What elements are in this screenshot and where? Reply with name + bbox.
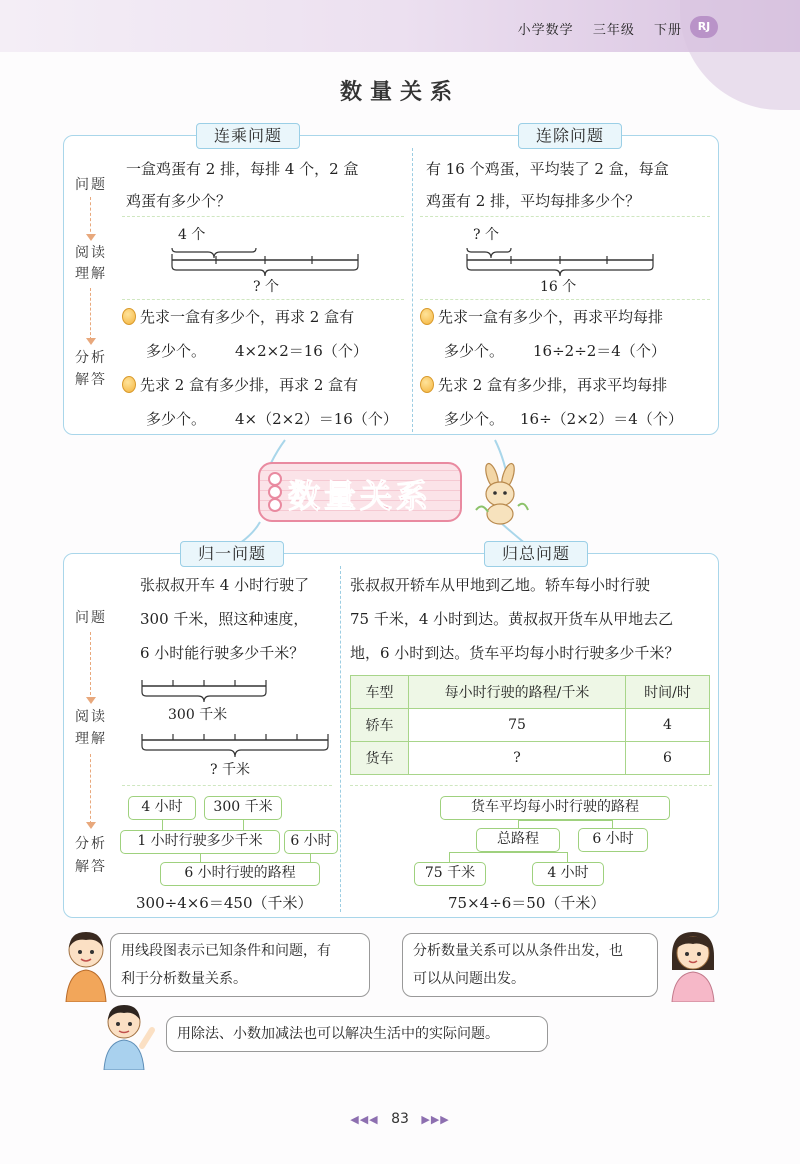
panel2-divider [340, 566, 341, 912]
bubble-text: 利于分析数量关系。 [121, 971, 247, 987]
edition-badge: RJ [690, 16, 718, 38]
tree-line [518, 820, 519, 828]
node-75-km: 75 千米 [414, 862, 486, 886]
segment-label: 300 千米 [168, 707, 228, 723]
book-info [504, 19, 682, 38]
speech-bubble-boy-2 [166, 1016, 548, 1052]
method-text: 先求 2 盒有多少排，再求 2 盒有 [140, 376, 359, 394]
separator [122, 216, 404, 217]
method-2 [122, 370, 358, 400]
label-question: 问题 [75, 177, 107, 193]
table-header: 时间/时 [626, 676, 710, 709]
label-answer: 解答 [75, 372, 107, 388]
method-text: 多少个。 [444, 410, 505, 428]
node-6-hours: 6 小时 [578, 828, 648, 852]
equation: 4×2×2＝16（个） [235, 342, 368, 360]
node-km-per-hour: 1 小时行驶多少千米 [120, 830, 280, 854]
node-truck-speed: 货车平均每小时行驶的路程 [440, 796, 670, 820]
volume-label: 下册 [653, 23, 682, 38]
segment-label-top: 4 个 [178, 227, 206, 243]
equation: 4×（2×2）＝16（个） [235, 410, 398, 428]
ring-icon [268, 485, 282, 499]
boy-waving-icon [96, 1000, 162, 1070]
label-answer: 解答 [75, 859, 107, 875]
equation: 16÷2÷2＝4（个） [533, 342, 666, 360]
table-cell: 75 [409, 709, 626, 742]
label-analyze: 分析 [75, 836, 107, 852]
separator [122, 785, 332, 786]
label-question: 问题 [75, 610, 107, 626]
tree-line [518, 820, 613, 821]
rabbit-icon [470, 462, 532, 526]
question-line: 75 千米，4 小时到达。黄叔叔开货车从甲地去乙 [350, 610, 674, 628]
label-understand: 理解 [75, 731, 107, 747]
separator [420, 216, 710, 217]
node-4-hours: 4 小时 [128, 796, 196, 820]
egg-icon [122, 376, 136, 393]
tab-continuous-multiplication: 连乘问题 [196, 123, 300, 149]
node-total-distance: 总路程 [476, 828, 560, 852]
page-title: 数量关系 [339, 80, 460, 105]
table-row [351, 742, 710, 775]
question-line: 张叔叔开车 4 小时行驶了 [140, 576, 310, 594]
node-300-km: 300 千米 [204, 796, 282, 820]
label-analyze: 分析 [75, 350, 107, 366]
question-line: 鸡蛋有 2 排，平均每排多少个？ [426, 192, 641, 210]
table-header: 每小时行驶的路程/千米 [409, 676, 626, 709]
page-footer [0, 1111, 800, 1127]
line-segment-diagram [136, 676, 336, 706]
tree-line [449, 852, 450, 862]
equation: 16÷（2×2）＝4（个） [520, 410, 683, 428]
page-number: 83 [391, 1111, 409, 1127]
bubble-text: 可以从问题出发。 [413, 971, 525, 987]
node-4-hours: 4 小时 [532, 862, 604, 886]
segment-label-bottom: 16 个 [540, 279, 577, 295]
tree-line [449, 852, 568, 853]
question-line: 300 千米，照这种速度， [140, 610, 309, 628]
label-read: 阅读 [75, 245, 107, 261]
table-cell: 4 [626, 709, 710, 742]
tree-line [200, 854, 201, 862]
separator [350, 785, 712, 786]
method-text: 多少个。 [444, 342, 505, 360]
flow-line [90, 632, 91, 700]
right-arrows-icon: ▶▶▶ [421, 1113, 450, 1126]
grade-label: 三年级 [592, 23, 635, 38]
line-segment-diagram [455, 238, 665, 278]
question-line: 地，6 小时到达。货车平均每小时行驶多少千米？ [350, 644, 680, 662]
method-text: 先求 2 盒有多少排，再求平均每排 [438, 376, 668, 394]
node-6-hours: 6 小时 [284, 830, 338, 854]
bubble-text: 用线段图表示已知条件和问题，有 [121, 943, 331, 959]
method-text: 先求一盒有多少个，再求 2 盒有 [140, 308, 355, 326]
table-row [351, 709, 710, 742]
equation: 300÷4×6＝450（千米） [136, 894, 313, 912]
topic-badge [258, 462, 462, 522]
segment-label: ? 千米 [210, 762, 250, 778]
question-line: 一盒鸡蛋有 2 排，每排 4 个，2 盒 [126, 160, 359, 178]
question-line: 6 小时能行驶多少千米？ [140, 644, 305, 662]
method-2 [420, 370, 667, 400]
egg-icon [122, 308, 136, 325]
speech-bubble-girl [402, 933, 658, 997]
subject-label: 小学数学 [517, 23, 574, 38]
flow-line [90, 197, 91, 237]
method-text: 先求一盒有多少个，再求平均每排 [438, 308, 664, 326]
data-table [350, 675, 710, 775]
method-text: 多少个。 [146, 342, 207, 360]
table-cell: 6 [626, 742, 710, 775]
egg-icon [420, 308, 434, 325]
bubble-text: 分析数量关系可以从条件出发，也 [413, 943, 623, 959]
table-header-row [351, 676, 710, 709]
speech-bubble-boy [110, 933, 370, 997]
segment-label-top: ? 个 [473, 227, 499, 243]
badge-title: 数量关系 [288, 477, 433, 515]
tab-total-problem: 归总问题 [484, 541, 588, 567]
flow-line [90, 754, 91, 824]
question-line: 张叔叔开轿车从甲地到乙地。轿车每小时行驶 [350, 576, 651, 594]
tree-line [243, 820, 244, 830]
label-understand: 理解 [75, 266, 107, 282]
method-text: 多少个。 [146, 410, 207, 428]
left-arrows-icon: ◀◀◀ [350, 1113, 379, 1126]
node-6-hour-distance: 6 小时行驶的路程 [160, 862, 320, 886]
girl-avatar-icon [664, 926, 722, 1002]
boy-avatar-icon [58, 926, 114, 1002]
table-cell: ? [409, 742, 626, 775]
tab-unitary-problem: 归一问题 [180, 541, 284, 567]
flow-arrow-icon [86, 234, 96, 241]
bubble-text: 用除法、小数加减法也可以解决生活中的实际问题。 [177, 1026, 499, 1042]
tree-line [612, 820, 613, 828]
tree-line [162, 820, 163, 830]
tab-continuous-division: 连除问题 [518, 123, 622, 149]
label-read: 阅读 [75, 709, 107, 725]
table-header: 车型 [351, 676, 409, 709]
flow-arrow-icon [86, 822, 96, 829]
separator [420, 299, 710, 300]
equation: 75×4÷6＝50（千米） [448, 894, 606, 912]
segment-label-bottom: ? 个 [253, 279, 279, 295]
table-cell: 轿车 [351, 709, 409, 742]
flow-arrow-icon [86, 338, 96, 345]
tree-line [567, 852, 568, 862]
egg-icon [420, 376, 434, 393]
question-line: 有 16 个鸡蛋，平均装了 2 盒，每盒 [426, 160, 669, 178]
line-segment-diagram [160, 238, 370, 278]
table-cell: 货车 [351, 742, 409, 775]
tree-line [310, 854, 311, 862]
question-line: 鸡蛋有多少个？ [126, 192, 232, 210]
method-1 [420, 302, 663, 332]
ring-icon [268, 498, 282, 512]
flow-line [90, 288, 91, 340]
panel1-divider [412, 148, 413, 432]
flow-arrow-icon [86, 697, 96, 704]
ring-icon [268, 472, 282, 486]
separator [122, 299, 404, 300]
method-1 [122, 302, 354, 332]
